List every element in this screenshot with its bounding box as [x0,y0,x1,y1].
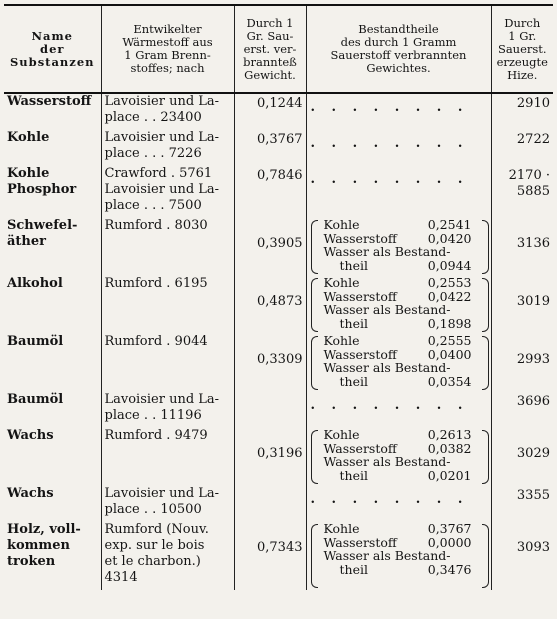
hize-cell: 2170 · 5885 [491,166,553,218]
hize-cell: 3093 [491,522,553,590]
table-row [4,486,553,522]
table-row [4,428,553,486]
component-label: Wasser als Bestand- [323,244,451,259]
table-row [4,522,553,590]
hize-cell: 2910 [491,93,553,130]
component-value: 0,0354 [427,373,472,389]
right-brace [482,220,489,274]
hize-cell: 3355 [491,486,553,522]
header-row [4,5,553,93]
component-value: 0,0201 [427,467,472,483]
empty-dots: . . . . . . . . [306,130,491,166]
entw-cell: Lavoisier und La- place . . 10500 [101,486,234,522]
gewicht-cell: 0,3309 [234,334,306,392]
entw-cell: Rumford . 9479 [101,428,234,486]
entw-cell: Rumford . 6195 [101,276,234,334]
component-label: Wasser als Bestand- [323,360,451,375]
empty-dots: . . . . . . . . [306,486,491,522]
gewicht-cell: 0,1244 [234,93,306,130]
component-value: 0,0000 [427,534,472,550]
right-brace [482,336,489,390]
substance-name: Wasserstoff [7,94,92,109]
entw-cell: Rumford . 9044 [101,334,234,392]
substance-name: Wachs [7,486,54,501]
left-brace [311,220,318,274]
component-label: Wasser als Bestand- [323,548,451,563]
hize-cell: 2993 [491,334,553,392]
hize-cell: 3029 [491,428,553,486]
header-name: Name der Substanzen [4,5,101,93]
component-value: 0,0400 [427,346,472,362]
component-label: Wasserstoff [323,288,397,304]
substance-name: Kohle Phosphor [7,166,77,197]
component-value: 0,0420 [427,230,472,246]
component-value: 0,0422 [427,288,472,304]
component-value: 0,1898 [427,315,472,331]
substance-name: Schwefel- äther [7,218,78,249]
heat-table [4,4,553,590]
table-row [4,392,553,428]
component-label: theil [339,561,368,577]
gewicht-cell [234,486,306,522]
header-gewicht: Durch 1 Gr. Sau- erst. ver- brannteß Gewicht. [234,5,306,93]
left-brace [311,336,318,390]
header-hize: Durch 1 Gr. Sauerst. erzeugte Hize. [491,5,553,93]
component-value: 0,2613 [427,427,472,442]
entw-cell: Rumford (Nouv. exp. sur le bois et le charbon.) 4314 [101,522,234,590]
table-row [4,276,553,334]
header-entw: Entwikelter Wärmestoff aus 1 Gram Brenn- stoffes; nach [101,5,234,93]
hize-cell: 3019 [491,276,553,334]
component-label: Wasser als Bestand- [323,454,451,469]
component-value: 0,0382 [427,440,472,456]
substance-name: Alkohol [7,276,63,291]
empty-dots: . . . . . . . . [306,166,491,218]
left-brace [311,278,318,332]
component-label: Kohle [323,217,360,232]
gewicht-cell: 0,3196 [234,428,306,486]
gewicht-cell: 0,7846 [234,166,306,218]
component-label: Wasserstoff [323,440,397,456]
bestandtheile-cell [306,522,491,590]
bestandtheile-cell [306,218,491,276]
empty-dots: . . . . . . . . [306,392,491,428]
gewicht-cell: 0,7343 [234,522,306,590]
entw-cell: Lavoisier und La- place . . 11196 [101,392,234,428]
component-value: 0,2555 [427,333,472,348]
table-row [4,93,553,130]
component-label: Kohle [323,427,360,442]
bestandtheile-cell [306,334,491,392]
substance-name: Baumöl [7,392,64,407]
gewicht-cell: 0,4873 [234,276,306,334]
table-row [4,166,553,218]
hize-cell: 3136 [491,218,553,276]
table-row [4,334,553,392]
component-value: 0,2553 [427,275,472,290]
hize-cell: 2722 [491,130,553,166]
left-brace [311,430,318,484]
entw-cell: Lavoisier und La- place . . . 7226 [101,130,234,166]
table-body [4,93,553,590]
left-brace [311,524,318,588]
bestandtheile-cell [306,428,491,486]
header-bestandtheile: Bestandtheile des durch 1 Gramm Sauerstoff verbrannten Gewichtes. [306,5,491,93]
gewicht-cell [234,392,306,428]
right-brace [482,430,489,484]
component-label: Kohle [323,275,360,290]
component-label: theil [339,315,368,331]
empty-dots: . . . . . . . . [306,93,491,130]
component-label: Wasserstoff [323,346,397,362]
component-value: 0,3767 [427,521,472,536]
substance-name: Holz, voll- kommen troken [7,522,81,569]
entw-cell: Rumford . 8030 [101,218,234,276]
component-label: Wasserstoff [323,534,397,550]
component-value: 0,2541 [427,217,472,232]
component-value: 0,0944 [427,257,472,273]
substance-name: Wachs [7,428,54,443]
bestandtheile-cell [306,276,491,334]
component-label: theil [339,373,368,389]
right-brace [482,524,489,588]
component-label: Kohle [323,333,360,348]
component-label: theil [339,467,368,483]
gewicht-cell: 0,3767 [234,130,306,166]
substance-name: Baumöl [7,334,64,349]
entw-cell: Lavoisier und La- place . . 23400 [101,93,234,130]
component-label: Wasser als Bestand- [323,302,451,317]
table-row [4,218,553,276]
component-label: Wasserstoff [323,230,397,246]
gewicht-cell: 0,3905 [234,218,306,276]
table-row [4,130,553,166]
right-brace [482,278,489,332]
substance-name: Kohle [7,130,50,145]
component-label: Kohle [323,521,360,536]
component-label: theil [339,257,368,273]
component-value: 0,3476 [427,561,472,577]
hize-cell: 3696 [491,392,553,428]
entw-cell: Crawford . 5761 Lavoisier und La- place . . . 7500 [101,166,234,218]
